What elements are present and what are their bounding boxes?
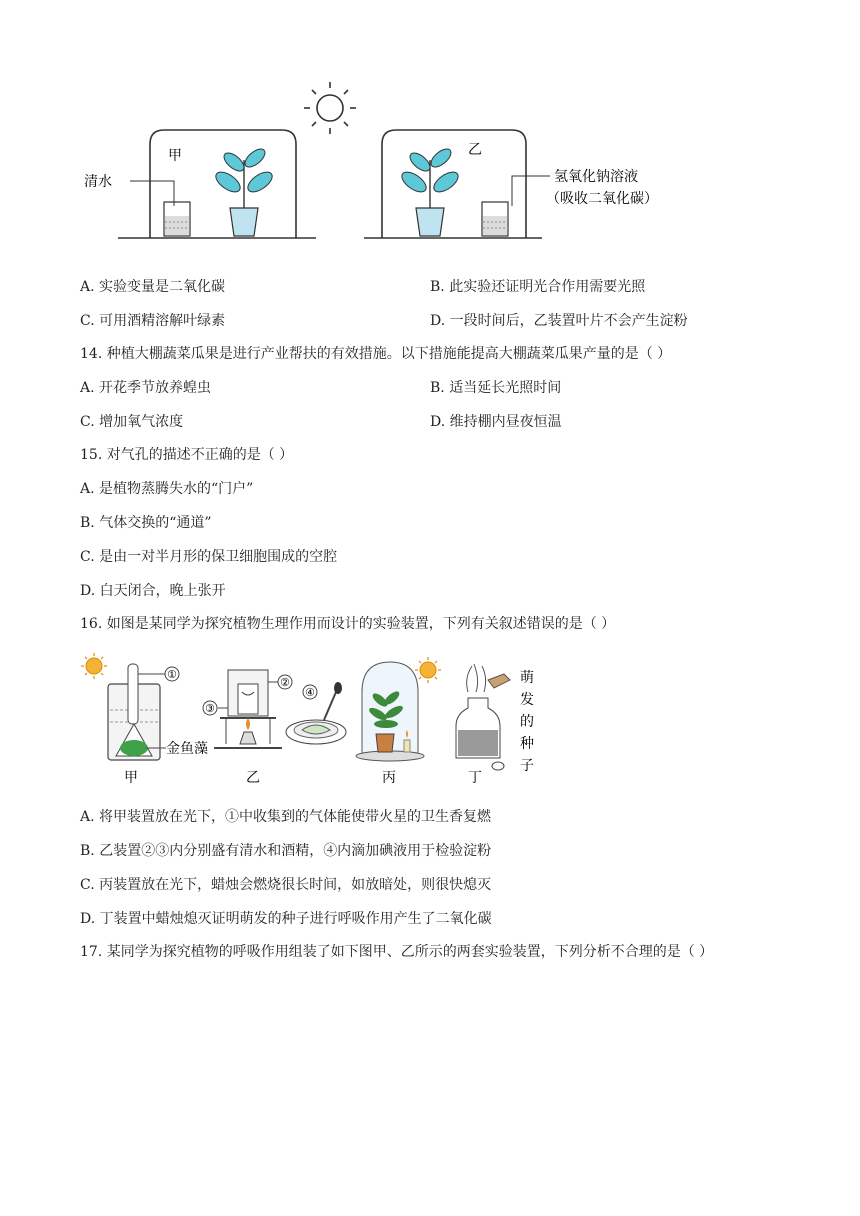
q16-option-c[interactable]: C. 丙装置放在光下，蜡烛会燃烧很长时间，如放暗处，则很快熄灭 — [80, 877, 492, 893]
marker-2: ② — [280, 676, 290, 689]
apparatus-label-jia: 甲 — [124, 770, 138, 786]
q16-option-a[interactable]: A. 将甲装置放在光下，①中收集到的气体能使带火星的卫生香复燃 — [80, 809, 492, 825]
marker-1: ① — [167, 668, 177, 681]
apparatus-label-ding: 丁 — [468, 770, 482, 786]
experiment-figure-q16 — [80, 652, 550, 790]
water-label: 清水 — [84, 174, 112, 190]
apparatus-bing — [356, 662, 424, 761]
q17-stem: 17. 某同学为探究植物的呼吸作用组装了如下图甲、乙所示的两套实验装置，下列分析不合理的是（ ） — [80, 944, 714, 960]
apparatus-jia — [108, 664, 166, 760]
q14-option-c[interactable]: C. 增加氧气浓度 — [80, 414, 184, 430]
jar-label-jia: 甲 — [168, 148, 182, 164]
naoh-label: 氢氧化钠溶液 — [554, 169, 638, 185]
beaker-water — [164, 202, 190, 236]
q15-stem: 15. 对气孔的描述不正确的是（ ） — [80, 447, 294, 463]
q14-option-d[interactable]: D. 维持棚内昼夜恒温 — [430, 414, 562, 430]
naoh-note-label: （吸收二氧化碳） — [546, 191, 658, 207]
q15-option-b[interactable]: B. 气体交换的“通道” — [80, 515, 212, 531]
sun-icon — [415, 657, 441, 683]
q16-option-d[interactable]: D. 丁装置中蜡烛熄灭证明萌发的种子进行呼吸作用产生了二氧化碳 — [80, 911, 492, 927]
apparatus-label-bing: 丙 — [382, 770, 396, 786]
q16-stem: 16. 如图是某同学为探究植物生理作用而设计的实验装置，下列有关叙述错误的是（ ） — [80, 616, 616, 632]
seed-label-char-3: 的 — [520, 714, 534, 730]
apparatus-label-yi: 乙 — [246, 770, 260, 786]
goldfish-weed-label: 金鱼藻 — [166, 741, 208, 757]
potted-plant-yi — [399, 146, 462, 236]
jar-label-yi: 乙 — [468, 142, 482, 158]
q14-option-a[interactable]: A. 开花季节放养蝗虫 — [80, 380, 212, 396]
marker-4: ④ — [305, 686, 315, 699]
q15-option-c[interactable]: C. 是由一对半月形的保卫细胞围成的空腔 — [80, 549, 338, 565]
experiment-figure-jia-yi — [80, 78, 720, 250]
q13-option-d[interactable]: D. 一段时间后，乙装置叶片不会产生淀粉 — [430, 313, 688, 329]
q13-option-c[interactable]: C. 可用酒精溶解叶绿素 — [80, 313, 226, 329]
sun-icon — [81, 653, 107, 679]
apparatus-yi — [214, 670, 282, 748]
marker-3: ③ — [205, 702, 215, 715]
q16-option-b[interactable]: B. 乙装置②③内分别盛有清水和酒精，④内滴加碘液用于检验淀粉 — [80, 843, 492, 859]
q15-option-d[interactable]: D. 白天闭合，晚上张开 — [80, 583, 226, 599]
q13-option-b[interactable]: B. 此实验还证明光合作用需要光照 — [430, 279, 646, 295]
seed-label-char-1: 萌 — [520, 670, 534, 686]
seed-label-char-5: 子 — [520, 758, 534, 774]
sun-icon — [304, 82, 356, 134]
q13-option-a[interactable]: A. 实验变量是二氧化碳 — [80, 279, 226, 295]
q14-stem: 14. 种植大棚蔬菜瓜果是进行产业帮扶的有效措施。以下措施能提高大棚蔬菜瓜果产量的是（ ） — [80, 346, 672, 362]
q14-option-b[interactable]: B. 适当延长光照时间 — [430, 380, 562, 396]
seed-label-char-2: 发 — [520, 692, 534, 708]
seed-label-char-4: 种 — [520, 736, 534, 752]
apparatus-ding — [456, 664, 510, 770]
potted-plant-jia — [213, 146, 276, 236]
beaker-naoh — [482, 202, 508, 236]
q15-option-a[interactable]: A. 是植物蒸腾失水的“门户” — [80, 481, 254, 497]
